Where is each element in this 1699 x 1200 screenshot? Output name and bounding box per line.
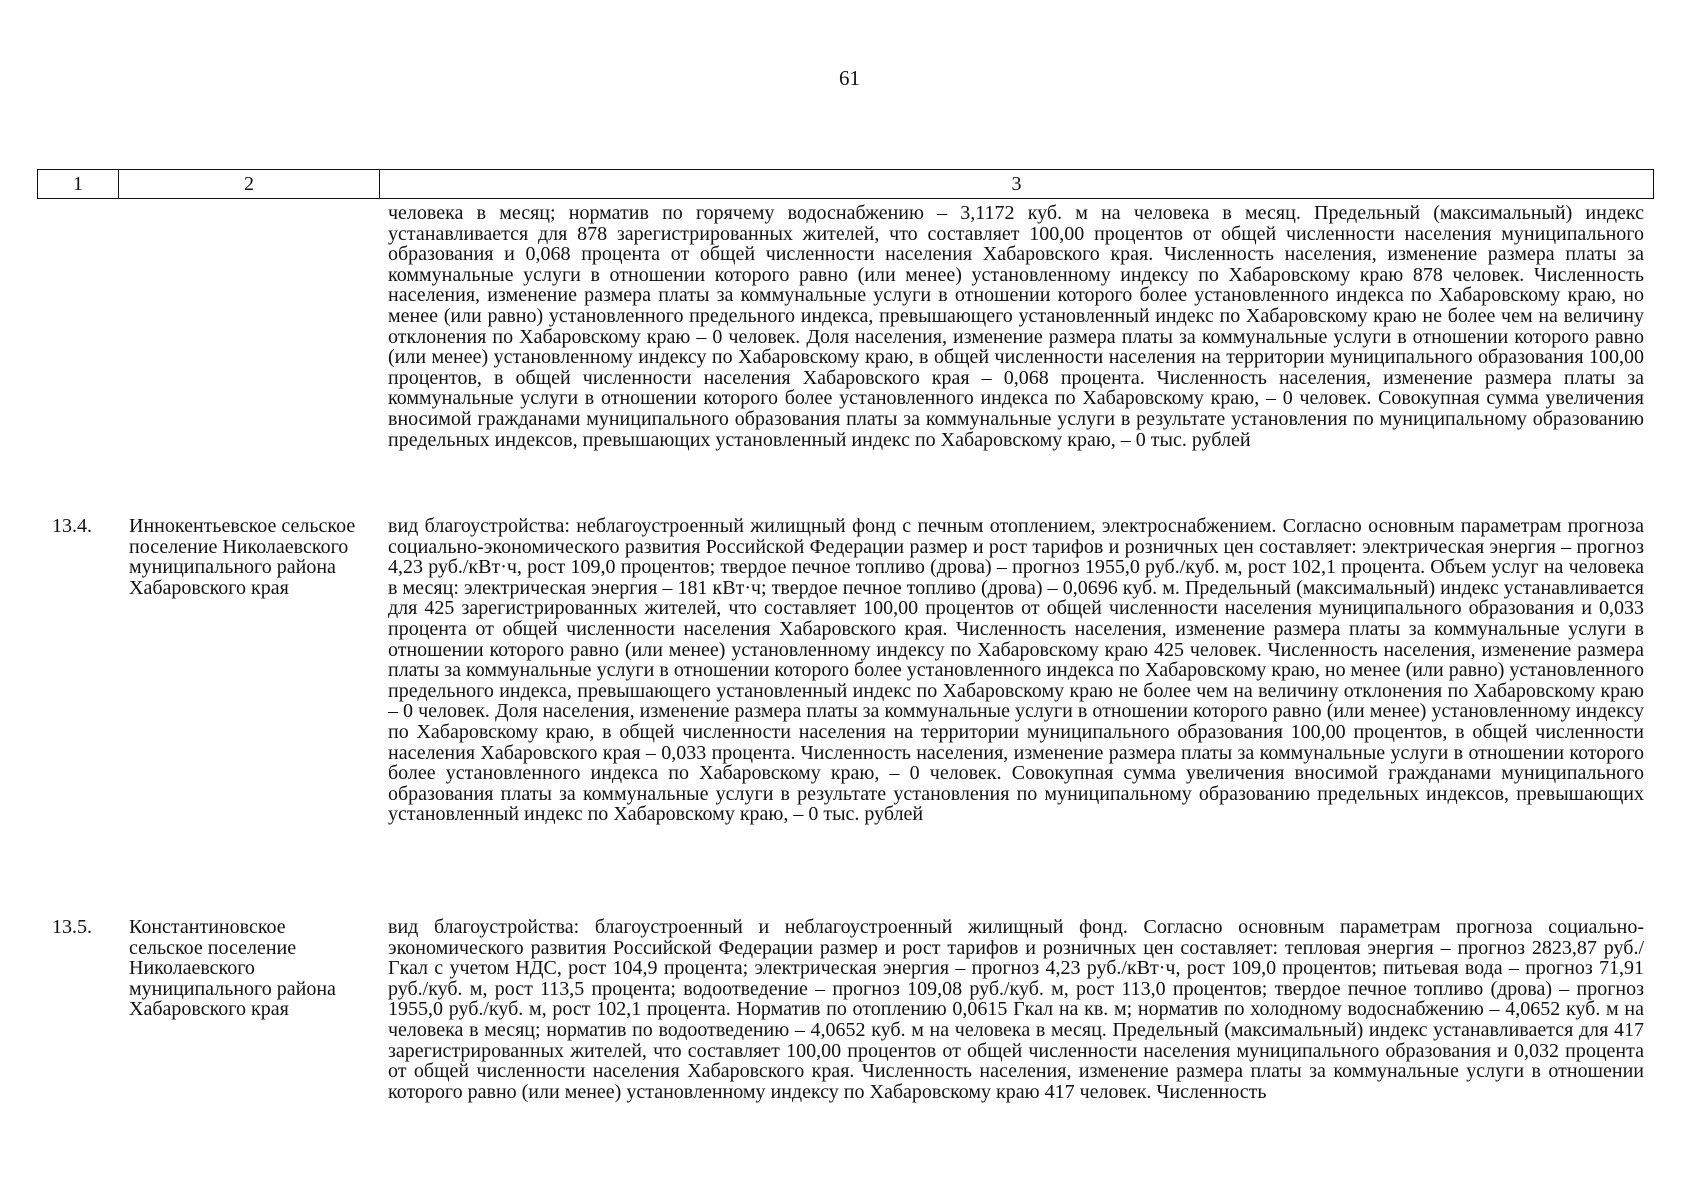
row-description: вид благоустройства: неблагоустроенный жилищный фонд с печным отоплением, электроснабжением. Согласно основным параметрам прогноза социально-экономического развития Российской Федерации размер и рост тарифов и розничных цен составляет: электрическая энергия – прогноз 4,23 руб./кВт·ч, рост 109,0 процентов; твердое печное топливо (дрова) – прогноз 1955,0 руб./куб. м, рост 102,1 процента. Объем услуг на человека в месяц: электрическая энергия – 181 кВт·ч; твердое печное топливо (дрова) – 0,0696 куб. м. Предельный (максимальный) индекс устанавливается для 425 зарегистрированных жителей, что составляет 100,00 процентов от общей численности населения муниципального образования и 0,033 процента от общей численности населения Хабаровского края. Численность населения, изменение размера платы за коммунальные услуги в отношении которого равно (или менее) установленному индексу по Хабаровскому краю 425 человек. Численность населения, изменение размера платы за коммунальные услуги в отношении которого более установленного индекса по Хабаровскому краю, но менее (или равно) установленного предельного индекса, превышающего установленный индекс по Хабаровскому краю не более чем на величину отклонения по Хабаровскому краю – 0 человек. Доля населения, изменение размера платы за коммунальные услуги в отношении которого равно (или менее) установленному индексу по Хабаровскому краю, в общей численности населения на территории муниципального образования 100,00 процентов, в общей численности населения Хабаровского края – 0,033 процента. Численность населения, изменение размера платы за коммунальные услуги в отношении которого более установленного индекса по Хабаровскому краю, – 0 человек. Совокупная сумма увеличения вносимой гражданами муниципального образования платы за коммунальные услуги в результате установления по муниципальному образованию предельных индексов, превышающих установленный индекс по Хабаровскому краю, – 0 тыс. рублей [388, 515, 1644, 826]
column-header-1: 1 [38, 170, 119, 198]
page-number: 61 [839, 66, 860, 90]
row-number: 13.4. [52, 515, 92, 537]
row-number: 13.5. [52, 916, 92, 938]
row-description: человека в месяц; норматив по горячему водоснабжению – 3,1172 куб. м на человека в месяц. Предельный (максимальный) индекс устанавливается для 878 зарегистрированных жителей, что составляет 100,00 процентов от общей численности населения муниципального образования и 0,068 процента от общей численности населения Хабаровского края. Численность населения, изменение размера платы за коммунальные услуги в отношении которого равно (или менее) установленному индексу по Хабаровскому краю 878 человек. Численность населения, изменение размера платы за коммунальные услуги в отношении которого более установленного индекса по Хабаровскому краю, но менее (или равно) установленного предельного индекса, превышающего установленный индекс по Хабаровскому краю не более чем на величину отклонения по Хабаровскому краю – 0 человек. Доля населения, изменение размера платы за коммунальные услуги в отношении которого равно (или менее) установленному индексу по Хабаровскому краю, в общей численности населения на территории муниципального образования 100,00 процентов, в общей численности населения Хабаровского края – 0,068 процента. Численность населения, изменение размера платы за коммунальные услуги в отношении которого более установленного индекса по Хабаровскому краю, – 0 человек. Совокупная сумма увеличения вносимой гражданами муниципального образования платы за коммунальные услуги в результате установления по муниципальному образованию предельных индексов, превышающих установленный индекс по Хабаровскому краю, – 0 тыс. рублей [388, 202, 1644, 451]
column-header-2: 2 [119, 170, 380, 198]
municipality-name: Константиновское сельское поселение Николаевского муниципального района Хабаровского края [129, 916, 336, 1020]
table-header [37, 169, 1654, 199]
row-description: вид благоустройства: благоустроенный и неблагоустроенный жилищный фонд. Согласно основным параметрам прогноза социально-экономического развития Российской Федерации размер и рост тарифов и розничных цен составляет: тепловая энергия – прогноз 2823,87 руб./Гкал с учетом НДС, рост 104,9 процента; электрическая энергия – прогноз 4,23 руб./кВт·ч, рост 109,0 процентов; питьевая вода – прогноз 71,91 руб./куб. м, рост 113,5 процента; водоотведение – прогноз 109,08 руб./куб. м, рост 113,0 процентов; твердое печное топливо (дрова) – прогноз 1955,0 руб./куб. м, рост 102,1 процента. Норматив по отоплению 0,0615 Гкал на кв. м; норматив по холодному водоснабжению – 4,0652 куб. м на человека в месяц; норматив по водоотведению – 4,0652 куб. м на человека в месяц. Предельный (максимальный) индекс устанавливается для 417 зарегистрированных жителей, что составляет 100,00 процентов от общей численности населения муниципального образования и 0,032 процента от общей численности населения Хабаровского края. Численность населения, изменение размера платы за коммунальные услуги в отношении которого равно (или менее) установленному индексу по Хабаровскому краю 417 человек. Численность [388, 916, 1644, 1103]
column-header-3: 3 [1011, 172, 1022, 195]
municipality-name: Иннокентьевское сельское поселение Николаевского муниципального района Хабаровского края [129, 515, 356, 599]
